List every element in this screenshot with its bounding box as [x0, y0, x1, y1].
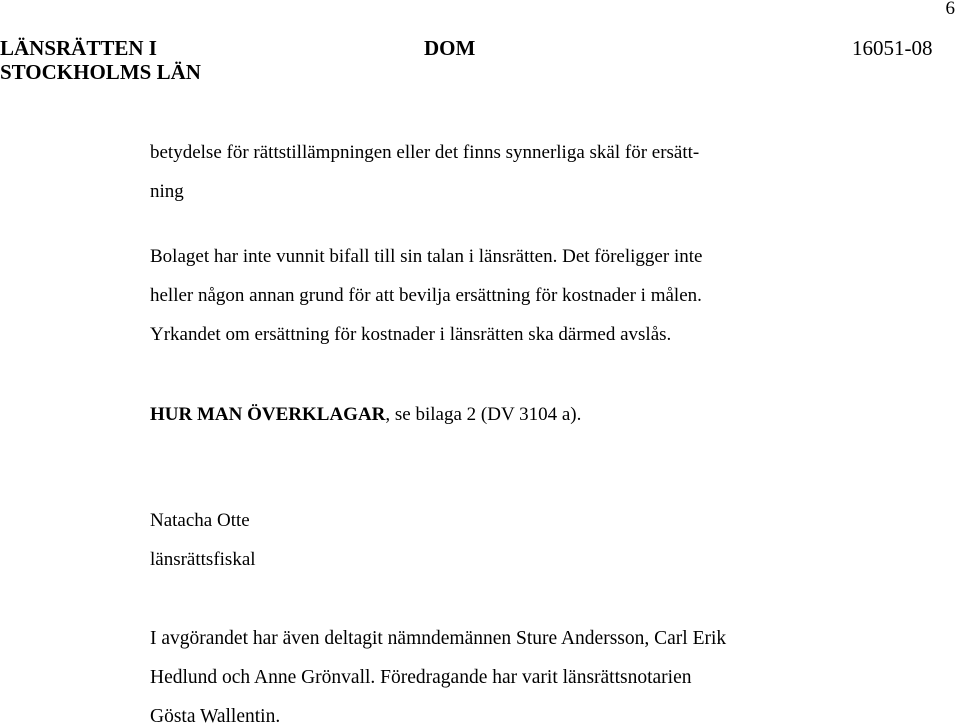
final-paragraph-line-2: Hedlund och Anne Grönvall. Föredragande har varit länsrättsnotarien — [150, 667, 692, 688]
page-number: 6 — [945, 0, 955, 19]
paragraph-2-line-2: heller någon annan grund för att bevilja ersättning för kostnader i målen. — [150, 285, 702, 306]
paragraph-1-line-2: ning — [150, 181, 184, 202]
court-name-line2: STOCKHOLMS LÄN — [0, 60, 201, 84]
appeal-heading: HUR MAN ÖVERKLAGAR — [150, 404, 386, 425]
court-name-line1: LÄNSRÄTTEN I — [0, 36, 157, 60]
paragraph-2-line-1: Bolaget har inte vunnit bifall till sin talan i länsrätten. Det föreligger inte — [150, 246, 703, 267]
paragraph-2-line-3: Yrkandet om ersättning för kostnader i länsrätten ska därmed avslås. — [150, 324, 672, 345]
paragraph-1-line-1: betydelse för rättstillämpningen eller det finns synnerliga skäl för ersätt- — [150, 142, 700, 163]
signer-name: Natacha Otte — [150, 510, 250, 531]
appeal-instructions — [150, 404, 581, 426]
final-paragraph-line-3: Gösta Wallentin. — [150, 706, 281, 727]
signer-title: länsrättsfiskal — [150, 549, 256, 570]
final-paragraph-line-1: I avgörandet har även deltagit nämndemännen Sture Andersson, Carl Erik — [150, 628, 727, 649]
appeal-reference: , se bilaga 2 (DV 3104 a). — [385, 404, 582, 425]
case-number: 16051-08 — [852, 36, 933, 60]
document-type: DOM — [424, 36, 476, 60]
